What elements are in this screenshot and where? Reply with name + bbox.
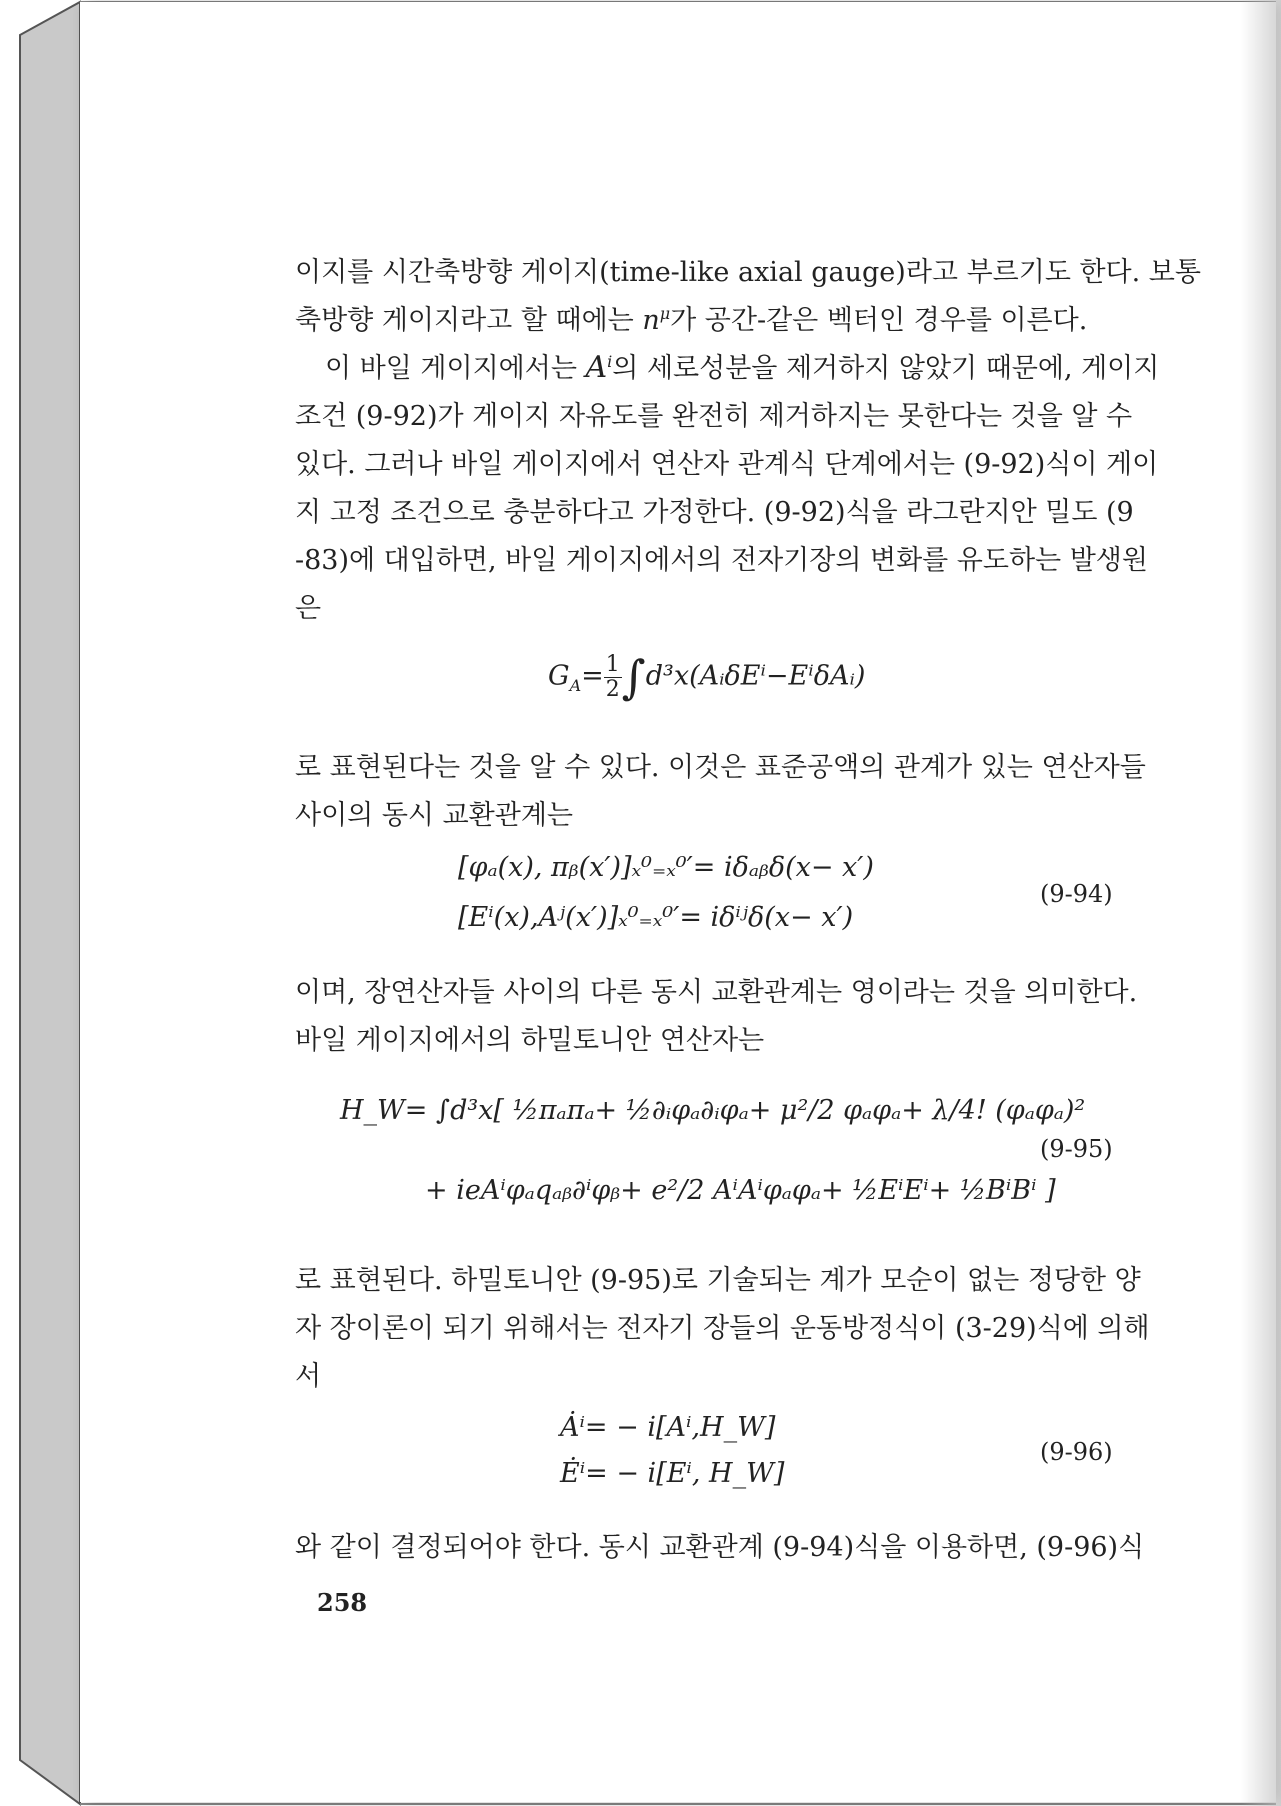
text-line-8: 은: [295, 593, 322, 624]
equation-9-96-line-2: Ėⁱ= − i[Eⁱ, H_W]: [560, 1458, 785, 1489]
equation-9-94-line-1: [φₐ(x), πᵦ(x′)]ₓ⁰₌ₓ⁰′= iδₐᵦδ(x− x′): [458, 852, 874, 883]
equation-ga: $G_A=$ $\frac{1}{2}$ ∫d³x(AᵢδEⁱ−EⁱδAᵢ): [548, 650, 866, 704]
equation-9-95-line-1: H_W= ∫d³x[ ½πₐπₐ+ ½∂ᵢφₐ∂ᵢφₐ+ μ²/2 φₐφₐ+ λ/4! (φₐφₐ)²: [340, 1095, 1086, 1126]
text-line-14: 자 장이론이 되기 위해서는 전자기 장들의 운동방정식이 (3-29)식에 의해: [295, 1313, 1150, 1344]
page-edge-shadow: [1241, 0, 1281, 1806]
equation-number-9-95: (9-95): [1040, 1135, 1113, 1163]
page-number: 258: [317, 1588, 368, 1617]
text-line-15: 서: [295, 1361, 322, 1392]
text-line-4: 조건 (9-92)가 게이지 자유도를 완전히 제거하지는 못한다는 것을 알 수: [295, 401, 1133, 432]
text-line-9: 로 표현된다는 것을 알 수 있다. 이것은 표준공액의 관계가 있는 연산자들: [295, 752, 1146, 783]
text-line-12: 바일 게이지에서의 하밀토니안 연산자는: [295, 1025, 765, 1056]
text-line-3: 이 바일 게이지에서는 $A^i$의 세로성분을 제거하지 않았기 때문에, 게이지: [325, 350, 1160, 385]
text-line-6: 지 고정 조건으로 충분하다고 가정한다. (9-92)식을 라그란지안 밀도 (9: [295, 497, 1134, 528]
equation-number-9-96: (9-96): [1040, 1438, 1113, 1466]
text-line-10: 사이의 동시 교환관계는: [295, 800, 573, 831]
text-line-16: 와 같이 결정되어야 한다. 동시 교환관계 (9-94)식을 이용하면, (9-96)식: [295, 1532, 1145, 1563]
text-line-2: 축방향 게이지라고 할 때에는 $n^\mu$가 공간-같은 벡터인 경우를 이른다.: [295, 304, 1088, 336]
text-line-1: 이지를 시간축방향 게이지(time-like axial gauge)라고 부르기도 한다. 보통: [295, 257, 1201, 288]
text-line-13: 로 표현된다. 하밀토니안 (9-95)로 기술되는 계가 모순이 없는 정당한 양: [295, 1265, 1141, 1296]
equation-9-94-line-2: [Eⁱ(x),Aʲ(x′)]ₓ⁰₌ₓ⁰′= iδⁱʲδ(x− x′): [458, 902, 854, 933]
equation-9-95-line-2: + ieAⁱφₐqₐᵦ∂ⁱφᵦ+ e²/2 AⁱAⁱφₐφₐ+ ½EⁱEⁱ+ ½BⁱBⁱ ]: [425, 1175, 1056, 1206]
text-line-11: 이며, 장연산자들 사이의 다른 동시 교환관계는 영이라는 것을 의미한다.: [295, 977, 1138, 1008]
text-line-5: 있다. 그러나 바일 게이지에서 연산자 관계식 단계에서는 (9-92)식이 게이: [295, 449, 1159, 480]
equation-9-96-line-1: Ȧⁱ= − i[Aⁱ,H_W]: [560, 1412, 776, 1443]
equation-number-9-94: (9-94): [1040, 880, 1113, 908]
text-line-7: -83)에 대입하면, 바일 게이지에서의 전자기장의 변화를 유도하는 발생원: [295, 545, 1148, 576]
